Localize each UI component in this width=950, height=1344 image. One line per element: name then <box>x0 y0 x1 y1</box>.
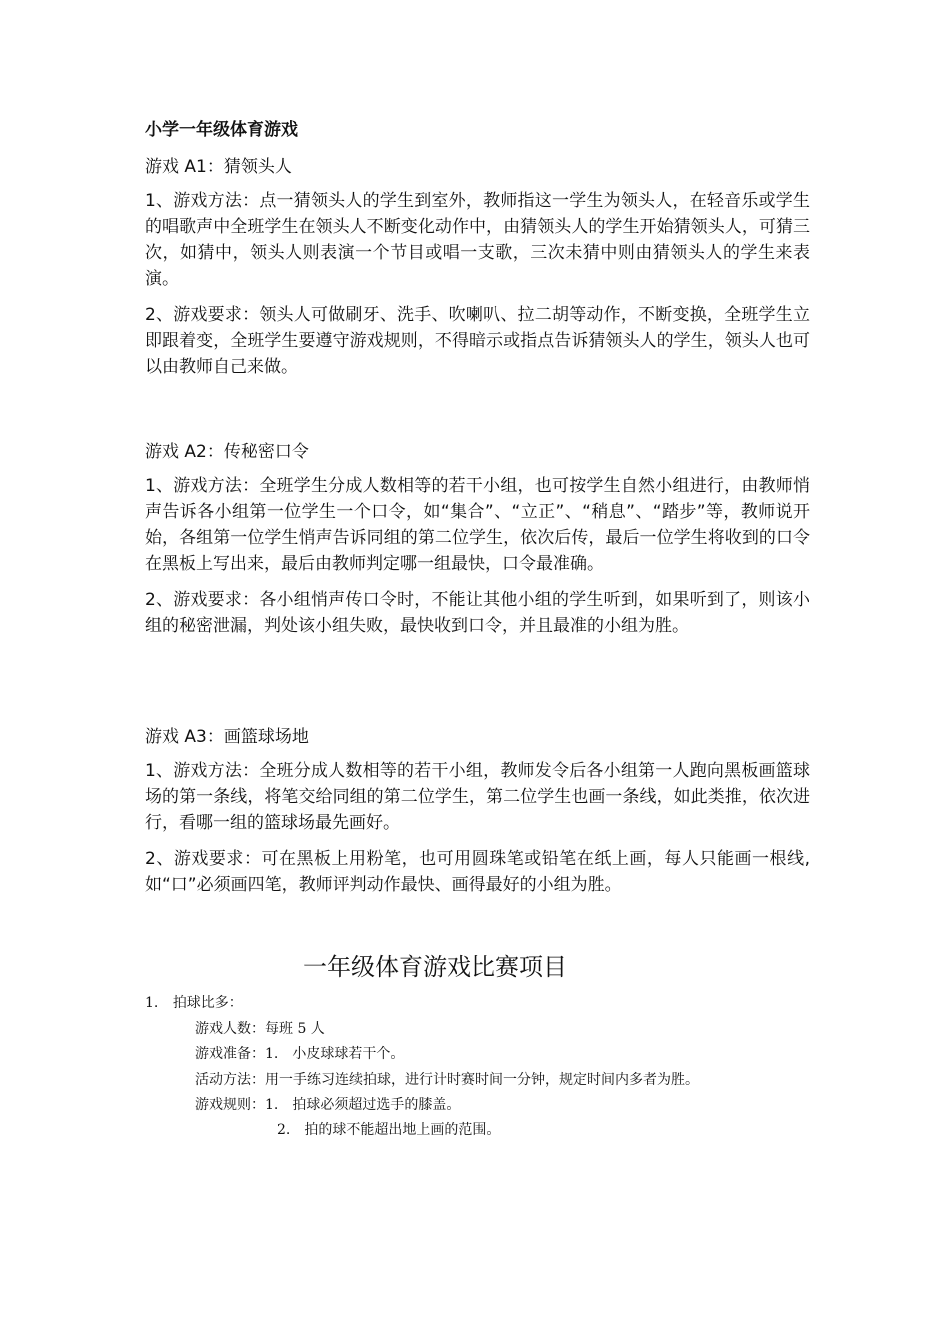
game-a3-method: 1、游戏方法：全班分成人数相等的若干小组，教师发令后各小组第一人跑向黑板画篮球场的第一条线，将笔交给同组的第二位学生，第二位学生也画一条线，如此类推，依次进行，看哪一组的篮球场最先画好。 <box>145 761 810 833</box>
method-label: 活动方法： <box>195 1072 265 1088</box>
game-a1-method: 1、游戏方法：点一猜领头人的学生到室外，教师指这一学生为领头人，在轻音乐或学生的唱歌声中全班学生在领头人不断变化动作中，由猜领头人的学生开始猜领头人，可猜三次，如猜中，领头人则表演一个节目或唱一支歌，三次未猜中则由猜领头人的学生来表演。 <box>145 191 810 289</box>
players-row <box>195 1019 325 1039</box>
method-value: 用一手练习连续拍球，进行计时赛时间一分钟，规定时间内多者为胜。 <box>265 1072 699 1088</box>
game-a2-section <box>145 439 810 649</box>
rules-label: 游戏规则： <box>195 1097 265 1113</box>
rule-2-text: 拍的球不能超出地上画的范围。 <box>304 1122 501 1138</box>
method-row <box>195 1070 699 1090</box>
game-a3-requirement: 2、游戏要求：可在黑板上用粉笔，也可用圆珠笔或铅笔在纸上画，每人只能画一根线,如“口”必须画四笔，教师评判动作最快、画得最好的小组为胜。 <box>145 849 810 895</box>
item-number: 1. <box>145 995 159 1011</box>
rule-2-row <box>277 1120 500 1140</box>
rule-2-number: 2. <box>277 1122 291 1138</box>
part2-title: 一年级体育游戏比赛项目 <box>303 953 567 981</box>
game-a1-requirement: 2、游戏要求：领头人可做刷牙、洗手、吹喇叭、拉二胡等动作，不断变换，全班学生立即跟着变，全班学生要遵守游戏规则，不得暗示或指点告诉猜领头人的学生，领头人也可以由教师自己来做。 <box>145 305 810 377</box>
rule-1-number: 1. <box>265 1097 279 1113</box>
prep-number: 1. <box>265 1046 279 1062</box>
game-a1-section <box>145 154 810 390</box>
game-a2-method: 1、游戏方法：全班学生分成人数相等的若干小组，也可按学生自然小组进行，由教师悄声告诉各小组第一位学生一个口令，如“集合”、“立正”、“稍息”、“踏步”等，教师说开始，各组第一位学生悄声告诉同组的第二位学生，依次后传，最后一位学生将收到的口令在黑板上写出来，最后由教师判定哪一组最快，口令最准确。 <box>145 476 810 574</box>
game-a2-requirement: 2、游戏要求：各小组悄声传口令时，不能让其他小组的学生听到，如果听到了，则该小组的秘密泄漏，判处该小组失败，最快收到口令，并且最准的小组为胜。 <box>145 590 810 636</box>
game-a3-section <box>145 724 810 908</box>
game-a2-heading: 游戏 A2：传秘密口令 <box>145 442 309 462</box>
game-a3-heading: 游戏 A3：画篮球场地 <box>145 727 309 747</box>
document-title: 小学一年级体育游戏 <box>145 120 298 140</box>
players-label: 游戏人数： <box>195 1021 265 1037</box>
prep-value: 小皮球球若干个。 <box>292 1046 405 1062</box>
prep-row <box>195 1044 404 1064</box>
players-value: 每班 5 人 <box>265 1021 325 1037</box>
item-name: 拍球比多： <box>172 995 243 1011</box>
rules-row <box>195 1095 460 1115</box>
rule-1-text: 拍球必须超过选手的膝盖。 <box>292 1097 461 1113</box>
item-heading <box>145 993 243 1013</box>
prep-label: 游戏准备： <box>195 1046 265 1062</box>
game-a1-heading: 游戏 A1：猜领头人 <box>145 157 292 177</box>
